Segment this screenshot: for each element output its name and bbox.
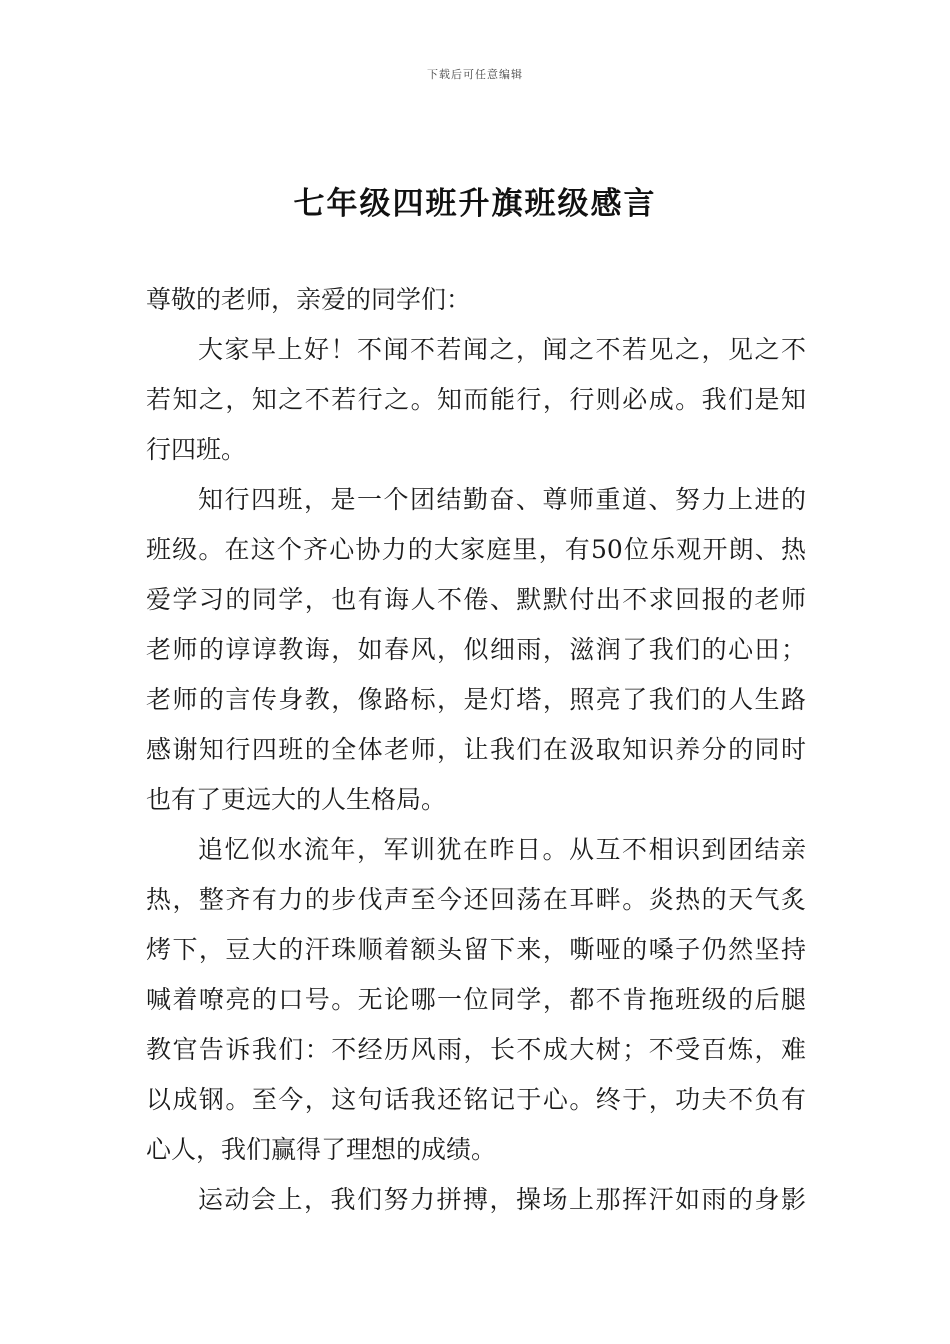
salutation-line: 尊敬的老师，亲爱的同学们： xyxy=(146,285,472,314)
paragraph-line: 大家早上好！不闻不若闻之，闻之不若见之，见之不 xyxy=(198,335,806,364)
paragraph-line: 以成钢。至今，这句话我还铭记于心。终于，功夫不负有 xyxy=(146,1085,806,1114)
paragraph-line: 老师的言传身教，像路标，是灯塔，照亮了我们的人生路 xyxy=(146,685,806,714)
paragraph-line: 热，整齐有力的步伐声至今还回荡在耳畔。炎热的天气炙 xyxy=(146,885,806,914)
paragraph-line: 追忆似水流年，军训犹在昨日。从互不相识到团结亲 xyxy=(198,835,806,864)
document-body xyxy=(146,282,806,1232)
paragraph-line: 知行四班，是一个团结勤奋、尊师重道、努力上进的 xyxy=(198,485,806,514)
document-title: 七年级四班升旗班级感言 xyxy=(293,186,657,222)
paragraph-line: 行四班。 xyxy=(146,435,247,464)
paragraph-line: 班级。在这个齐心协力的大家庭里，有50位乐观开朗、热 xyxy=(146,535,806,564)
paragraph-line: 感谢知行四班的全体老师，让我们在汲取知识养分的同时 xyxy=(146,735,806,764)
paragraph-line: 教官告诉我们：不经历风雨，长不成大树；不受百炼，难 xyxy=(146,1035,806,1064)
paragraph-line: 若知之，知之不若行之。知而能行，行则必成。我们是知 xyxy=(146,385,806,414)
paragraph-line: 烤下，豆大的汗珠顺着额头留下来，嘶哑的嗓子仍然坚持 xyxy=(146,935,806,964)
paragraph-line: 运动会上，我们努力拼搏，操场上那挥汗如雨的身影 xyxy=(198,1185,806,1214)
paragraph-line: 心人，我们赢得了理想的成绩。 xyxy=(146,1135,497,1164)
paragraph-line: 老师的谆谆教诲，如春风，似细雨，滋润了我们的心田； xyxy=(146,635,806,664)
paragraph-line: 也有了更远大的人生格局。 xyxy=(146,785,447,814)
page-header-note: 下载后可任意编辑 xyxy=(427,68,523,81)
paragraph-line: 喊着嘹亮的口号。无论哪一位同学，都不肯拖班级的后腿 xyxy=(146,985,806,1014)
paragraph-line: 爱学习的同学，也有诲人不倦、默默付出不求回报的老师 xyxy=(146,585,806,614)
